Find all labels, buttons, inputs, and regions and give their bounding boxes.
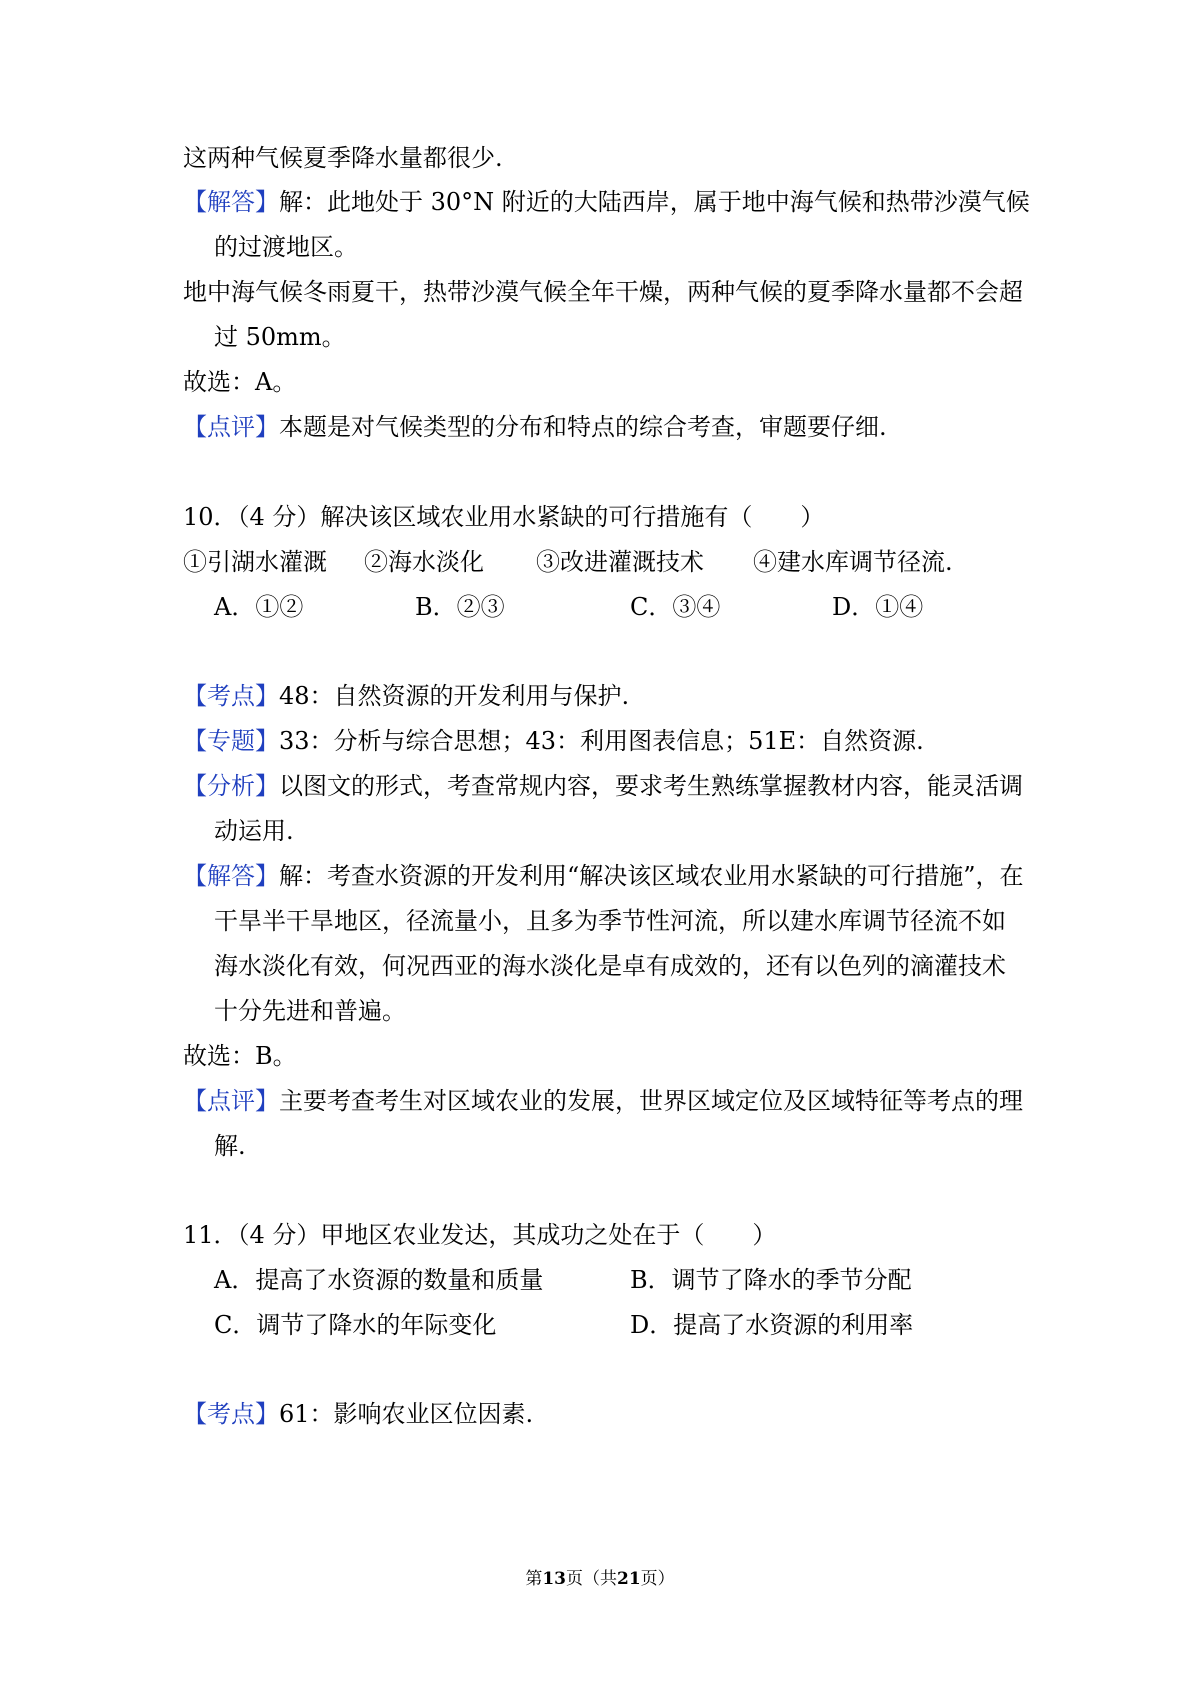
option-a: A．提高了水资源的数量和质量 [214,1266,544,1294]
kaodian-text: 61：影响农业区位因素. [279,1400,534,1428]
zhuanti-text: 33：分析与综合思想；43：利用图表信息；51E：自然资源. [279,727,924,755]
dianping-continuation: 解. [214,1132,246,1160]
dianping-text: 主要考查考生对区域农业的发展，世界区域定位及区域特征等考点的理 [279,1087,1023,1115]
zhuanti-paragraph [183,726,1200,756]
page-number: 13 [542,1569,566,1589]
page-footer [0,1568,1200,1590]
jieda-tag: 【解答】 [183,862,279,890]
kaodian-tag: 【考点】 [183,1400,279,1428]
jieda-continuation: 干旱半干旱地区，径流量小，且多为季节性河流，所以建水库调节径流不如 [214,907,1006,935]
page-total: 21 [617,1569,641,1589]
option-c: C．调节了降水的年际变化 [214,1311,497,1339]
zhuanti-tag: 【专题】 [183,727,279,755]
text-line: 这两种气候夏季降水量都很少. [183,144,503,172]
answer-text: 解：此地处于 30°N 附近的大陆西岸，属于地中海气候和热带沙漠气候 [279,188,1030,216]
answer-continuation: 的过渡地区。 [214,233,358,261]
kaodian-paragraph [183,681,1200,711]
choice-line: 故选：A。 [183,368,297,396]
fenxi-tag: 【分析】 [183,772,279,800]
fenxi-paragraph [183,771,1200,801]
choice-line: 故选：B。 [183,1042,297,1070]
item: ④建水库调节径流. [753,548,953,576]
comment-tag: 【点评】 [183,413,279,441]
jieda-text: 解：考查水资源的开发利用“解决该区域农业用水紧缺的可行措施”，在 [279,862,1024,890]
item: ②海水淡化 [364,548,484,576]
dianping-paragraph [183,1086,1200,1116]
option-c: C．③④ [630,593,721,621]
question-stem: 11．（4 分）甲地区农业发达，其成功之处在于（ ） [183,1221,777,1249]
footer-prefix: 第 [525,1569,543,1589]
kaodian-tag: 【考点】 [183,682,279,710]
item: ①引湖水灌溉 [183,548,327,576]
answer-tag: 【解答】 [183,188,279,216]
option-b: B．②③ [415,593,505,621]
option-b: B．调节了降水的季节分配 [630,1266,912,1294]
footer-mid: 页（共 [566,1569,617,1589]
item: ③改进灌溉技术 [536,548,704,576]
jieda-continuation: 海水淡化有效，何况西亚的海水淡化是卓有成效的，还有以色列的滴灌技术 [214,952,1006,980]
text-line: 过 50mm。 [214,323,346,351]
option-a: A．①② [214,593,304,621]
text-line: 地中海气候冬雨夏干，热带沙漠气候全年干燥，两种气候的夏季降水量都不会超 [183,278,1023,306]
option-d: D．提高了水资源的利用率 [630,1311,914,1339]
dianping-tag: 【点评】 [183,1087,279,1115]
footer-suffix: 页） [640,1569,675,1589]
comment-paragraph [183,412,1200,442]
kaodian-paragraph [183,1399,1200,1429]
comment-text: 本题是对气候类型的分布和特点的综合考查，审题要仔细. [279,413,887,441]
option-d: D．①④ [832,593,924,621]
answer-paragraph [183,187,1200,217]
fenxi-text: 以图文的形式，考查常规内容，要求考生熟练掌握教材内容，能灵活调 [279,772,1023,800]
kaodian-text: 48：自然资源的开发利用与保护. [279,682,630,710]
question-stem: 10．（4 分）解决该区域农业用水紧缺的可行措施有（ ） [183,503,825,531]
fenxi-continuation: 动运用. [214,817,294,845]
jieda-continuation: 十分先进和普遍。 [214,997,406,1025]
jieda-paragraph [183,861,1200,891]
